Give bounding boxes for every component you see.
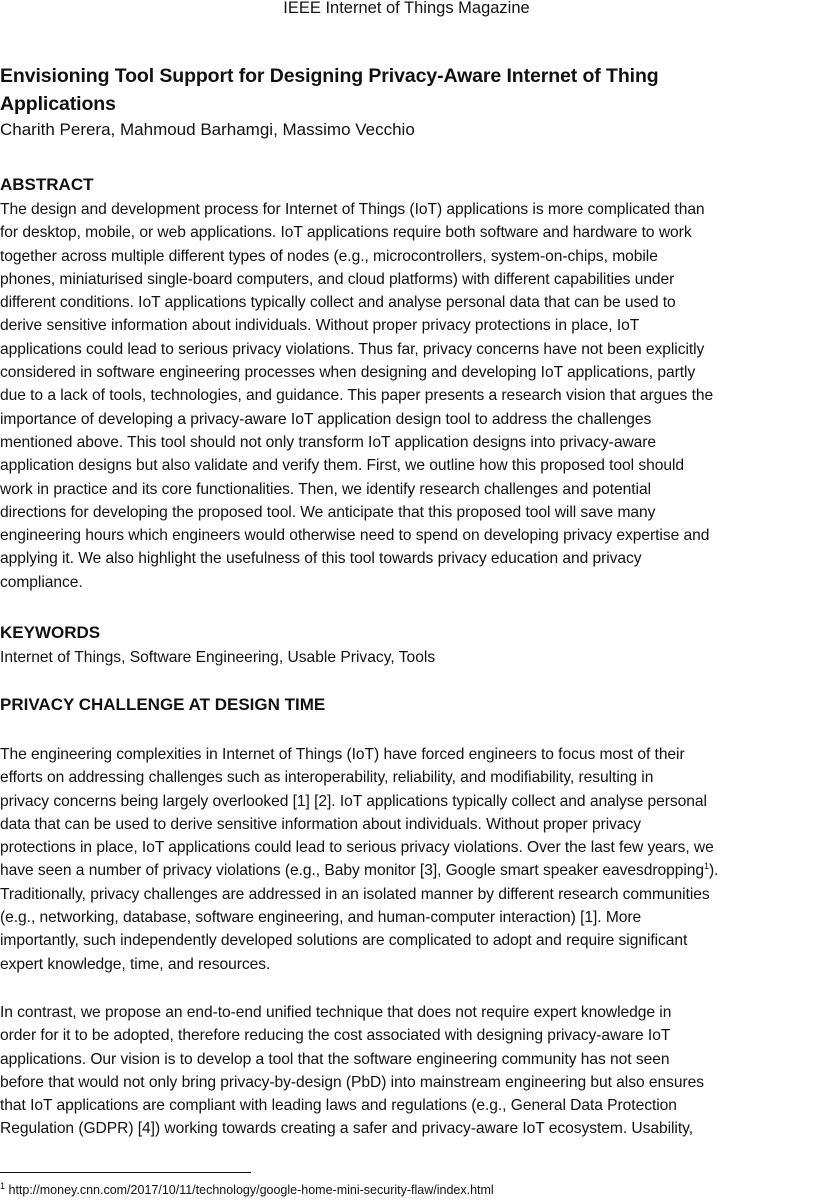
abstract-heading: ABSTRACT	[0, 175, 94, 194]
paper-title: Envisioning Tool Support for Designing Privacy-Aware Internet of Thing Applications	[0, 65, 659, 115]
keywords-text: Internet of Things, Software Engineering, Usable Privacy, Tools	[0, 649, 436, 666]
footnote-reference[interactable]: 1	[704, 861, 709, 872]
body-paragraph-1	[0, 743, 812, 976]
running-header: IEEE Internet of Things Magazine	[283, 0, 530, 17]
footnote-url[interactable]: http://money.cnn.com/2017/10/11/technology/google-home-mini-security-flaw/index.html	[5, 1183, 494, 1197]
author-list: Charith Perera, Mahmoud Barhamgi, Massimo Vecchio	[0, 120, 415, 139]
footnote	[0, 1182, 494, 1198]
body-paragraph-2: In contrast, we propose an end-to-end unified technique that does not require expert knowledge in order for it to be adopted, therefore reducing the cost associated with designing privacy-aware IoT applications. Our vision is to develop a tool that the software engineering community has not seen before that would not only bring privacy-by-design (PbD) into mainstream engineering but also ensures that IoT applications are compliant with leading laws and regulations (e.g., General Data Protection Regulation (GDPR) [4]) working towards creating a safer and privacy-aware IoT ecosystem. Usability,	[0, 1004, 704, 1138]
keywords-heading: KEYWORDS	[0, 623, 101, 642]
abstract-text: The design and development process for Internet of Things (IoT) applications is more complicated than for desktop, mobile, or web applications. IoT applications require both software and hardware to work together across multiple different types of nodes (e.g., microcontrollers, system-on-chips, mobile phones, miniaturised single-board computers, and cloud platforms) with different capabilities under different conditions. IoT applications typically collect and analyse personal data that can be used to derive sensitive information about individuals. Without proper privacy protections in place, IoT applications could lead to serious privacy violations. Thus far, privacy concerns have not been explicitly considered in software engineering processes when designing and developing IoT applications, partly due to a lack of tools, technologies, and guidance. This paper presents a research vision that argues the importance of developing a privacy-aware IoT application design tool to address the challenges mentioned above. This tool should not only transform IoT application designs into privacy-aware application designs but also validate and verify them. First, we outline how this proposed tool should work in practice and its core functionalities. Then, we identify research challenges and potential directions for developing the proposed tool. We anticipate that this proposed tool will save many engineering hours which engineers would otherwise need to spend on developing privacy expertise and applying it. We also highlight the usefulness of this tool towards privacy education and privacy compliance.	[0, 201, 714, 591]
paragraph-1-part-b: ). Traditionally, privacy challenges are addressed in an isolated manner by different research communities (e.g., networking, database, software engineering, and human-computer interaction) [1]. More importantly, such independently developed solutions are complicated to adopt and require significant expert knowledge, time, and resources.	[0, 862, 719, 973]
paragraph-1-part-a: The engineering complexities in Internet of Things (IoT) have forced engineers to focus most of their efforts on addressing challenges such as interoperability, reliability, and modifiability, resulting in privacy concerns being largely overlooked [1] [2]. IoT applications typically collect and analyse personal data that can be used to derive sensitive information about individuals. Without proper privacy protections in place, IoT applications could lead to serious privacy violations. Over the last few years, we have seen a number of privacy violations (e.g., Baby monitor [3], Google smart speaker eavesdropping	[0, 746, 714, 880]
footnote-marker: 1	[0, 1180, 6, 1191]
section-heading-privacy-challenge: PRIVACY CHALLENGE AT DESIGN TIME	[0, 695, 326, 714]
footnote-divider	[0, 1172, 251, 1173]
